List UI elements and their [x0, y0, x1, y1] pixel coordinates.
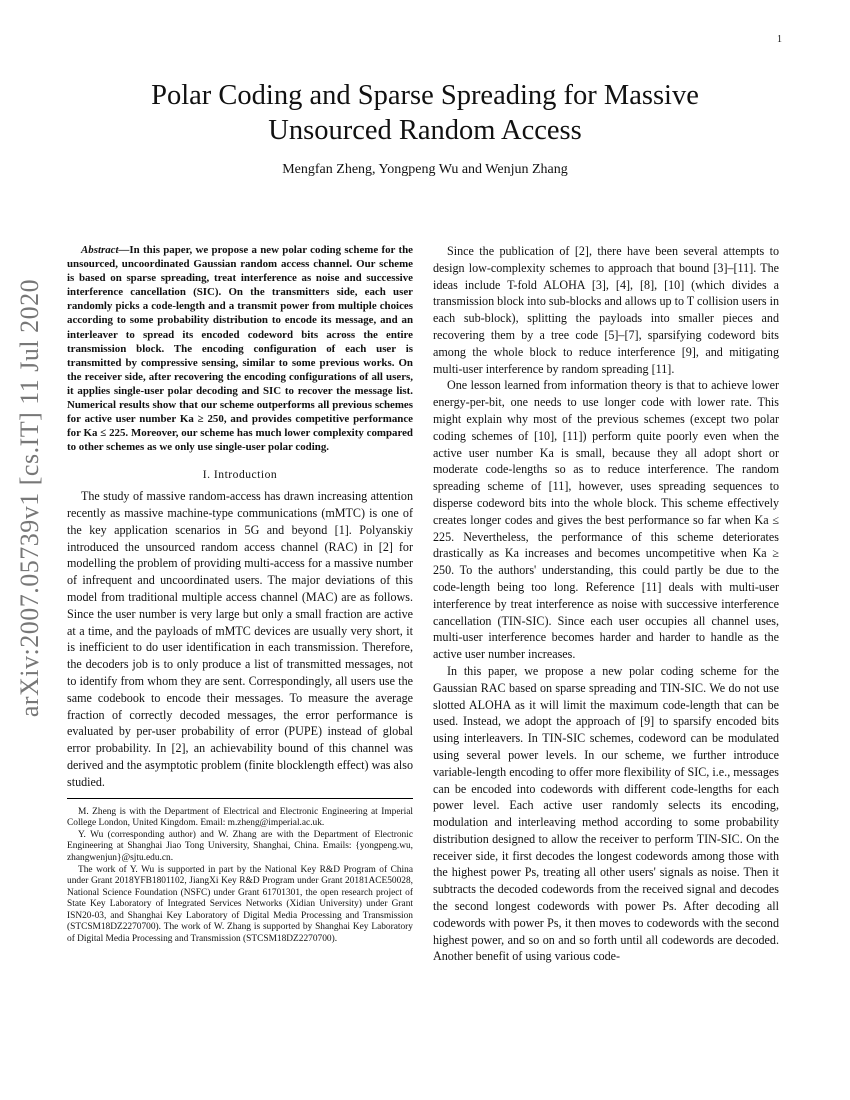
paper-title: [60, 78, 790, 148]
abstract: [67, 243, 413, 454]
authors: Mengfan Zheng, Yongpeng Wu and Wenjun Zhang: [282, 162, 568, 177]
intro-paragraph: The study of massive random-access has drawn increasing attention recently as massive machine-type communications (mMTC) is one of the key application scenarios in 5G and beyond [1]. Polyanskiy introduced the unsourced random access channel (RAC) in [2] for modelling the problem of providing multi-access for a massive number of infrequent and uncoordinated users. The major deviations of this model from traditional multiple access channel (MAC) are as follows. Since the user number is very large but only a small fraction are active at a time, and the payloads of mMTC devices are usually very short, it is inefficient to do user identification in each transmission. Therefore, the decoders job is to only produce a list of transmitted messages, not to identify from whom they are sent. Correspondingly, all users use the same codebook to encode their messages. To measure the average fraction of correctly decoded messages, the error performance is evaluated by per-user probability of error (PUPE) instead of global error probability. In [2], an achievability bound of this channel was derived and the asymptotic problem (finite blocklength effect) was also studied.: [67, 489, 413, 789]
abstract-text: In this paper, we propose a new polar coding scheme for the unsourced, uncoordinated Gaussian random access channel. Our scheme is based on sparse spreading, treat interference as noise and successive interference cancellation (SIC). On the transmitters side, each user randomly picks a code-length and a transmit power from multiple choices according to some probability distribution to encode its message, and an interleaver to spread its encoded codeword bits across the entire transmission block. The encoding configuration of each user is transmitted by compressive sensing, similar to some previous works. On the receiver side, after recovering the encoding configurations of all users, it applies single-user polar decoding and SIC to recover the message list. Numerical results show that our scheme outperforms all previous schemes for active user number Ka ≥ 250, and provides competitive performance for Ka ≤ 225. Moreover, our scheme has much lower complexity compared to other schemes as we only use single-user polar coding.: [67, 244, 413, 454]
footnote: The work of Y. Wu is supported in part by the National Key R&D Program of China under Grant 2018YFB1801102, JiangXi Key R&D Program under Grant 20181ACE50028, National Science Foundation (NSFC) under Grant 61701301, the open research project of State Key Laboratory of Integrated Services Networks (Xidian University) under Grant ISN20-03, and Shanghai Key Laboratory of Digital Media Processing and Transmission (STCSM18DZ2270700). The work of W. Zhang is supported by Shanghai Key Laboratory of Digital Media Processing and Transmission (STCSM18DZ2270700).: [67, 864, 413, 945]
body-paragraph: In this paper, we propose a new polar coding scheme for the Gaussian RAC based on sparse spreading and TIN-SIC. We do not use slotted ALOHA as it will limit the maximum code-length that can be used. Instead, we adopt the approach of [9] to sparsify encoded bits using interleavers. In TIN-SIC schemes, codeword can be modulated using several power levels. In our scheme, we further introduce variable-length encoding to offer more flexibility of SIC, i.e., messages can be encoded into codewords with different code-lengths for each power level. Each active user randomly selects its encoding, modulation and interleaving method according to some probability distribution designed to allow the receiver to perform TIN-SIC. On the receiver side, it first decodes the longest codewords among those with the highest power Ps, treating all other users' signals as noise. Then it subtracts the decoded codewords from the received signal and decodes the second longest codewords with power Ps. After decoding all codewords with power Ps, it then moves to codewords with the second highest power, and so on and so forth until all codewords are decoded. Another benefit of using various code-: [433, 663, 779, 964]
arxiv-identifier: arXiv:2007.05739v1 [cs.IT] 11 Jul 2020: [15, 278, 44, 718]
title-line-2: Unsourced Random Access: [268, 115, 582, 146]
page-number: 1: [777, 34, 782, 45]
footnotes: [67, 807, 413, 946]
footnote-rule: [67, 798, 413, 799]
footnote: M. Zheng is with the Department of Electrical and Electronic Engineering at Imperial College London, United Kingdom. Email: m.zheng@imperial.ac.uk.: [67, 806, 413, 829]
right-column: [433, 243, 779, 965]
title-line-1: Polar Coding and Sparse Spreading for Massive: [151, 80, 699, 111]
left-column: [67, 243, 413, 946]
abstract-lead: Abstract—: [81, 244, 130, 256]
section-heading: I. Introduction: [202, 468, 278, 482]
footnote: Y. Wu (corresponding author) and W. Zhang are with the Department of Electronic Engineering at Shanghai Jiao Tong University, Shanghai, China. Emails: {yongpeng.wu, zhangwenjun}@sjtu.edu.cn.: [67, 829, 413, 863]
body-paragraph: One lesson learned from information theory is that to achieve lower energy-per-bit, one needs to use longer code with lower rate. This might explain why most of the previous schemes (except two polar coding schemes of [10], [11]) perform quite poorly even when the active user number Ka is small, because they all adopt short or moderate code-lengths so as to reduce interference. The random spreading scheme of [11], however, uses spreading sequences to disperse codeword bits into the whole block. This scheme effectively creates longer codes and gives the best performance so far when Ka ≤ 225. Nevertheless, the performance of this scheme deteriorates drastically as Ka increases and becomes uncompetitive when Ka ≥ 250. To the authors' understanding, this could partly be due to the code-length being too long. Reference [11] deals with multi-user interference by treat interference as noise with successive interference cancellation (TIN-SIC). Since each user occupies all channel uses, multi-user interference becomes harder and harder to handle as the active user number increases.: [433, 378, 779, 662]
body-paragraph: Since the publication of [2], there have been several attempts to design low-complexity schemes to approach that bound [3]–[11]. The ideas include T-fold ALOHA [3], [4], [8], [10] (which divides a transmission block into sub-blocks and allows up to T collision users in each sub-block), splitting the payloads into smaller pieces and recovering them by a tree code [5]–[7], sparsifying codeword bits among the whole block to reduce interference [9], and mitigating multi-user interference by random spreading [11].: [433, 244, 779, 376]
